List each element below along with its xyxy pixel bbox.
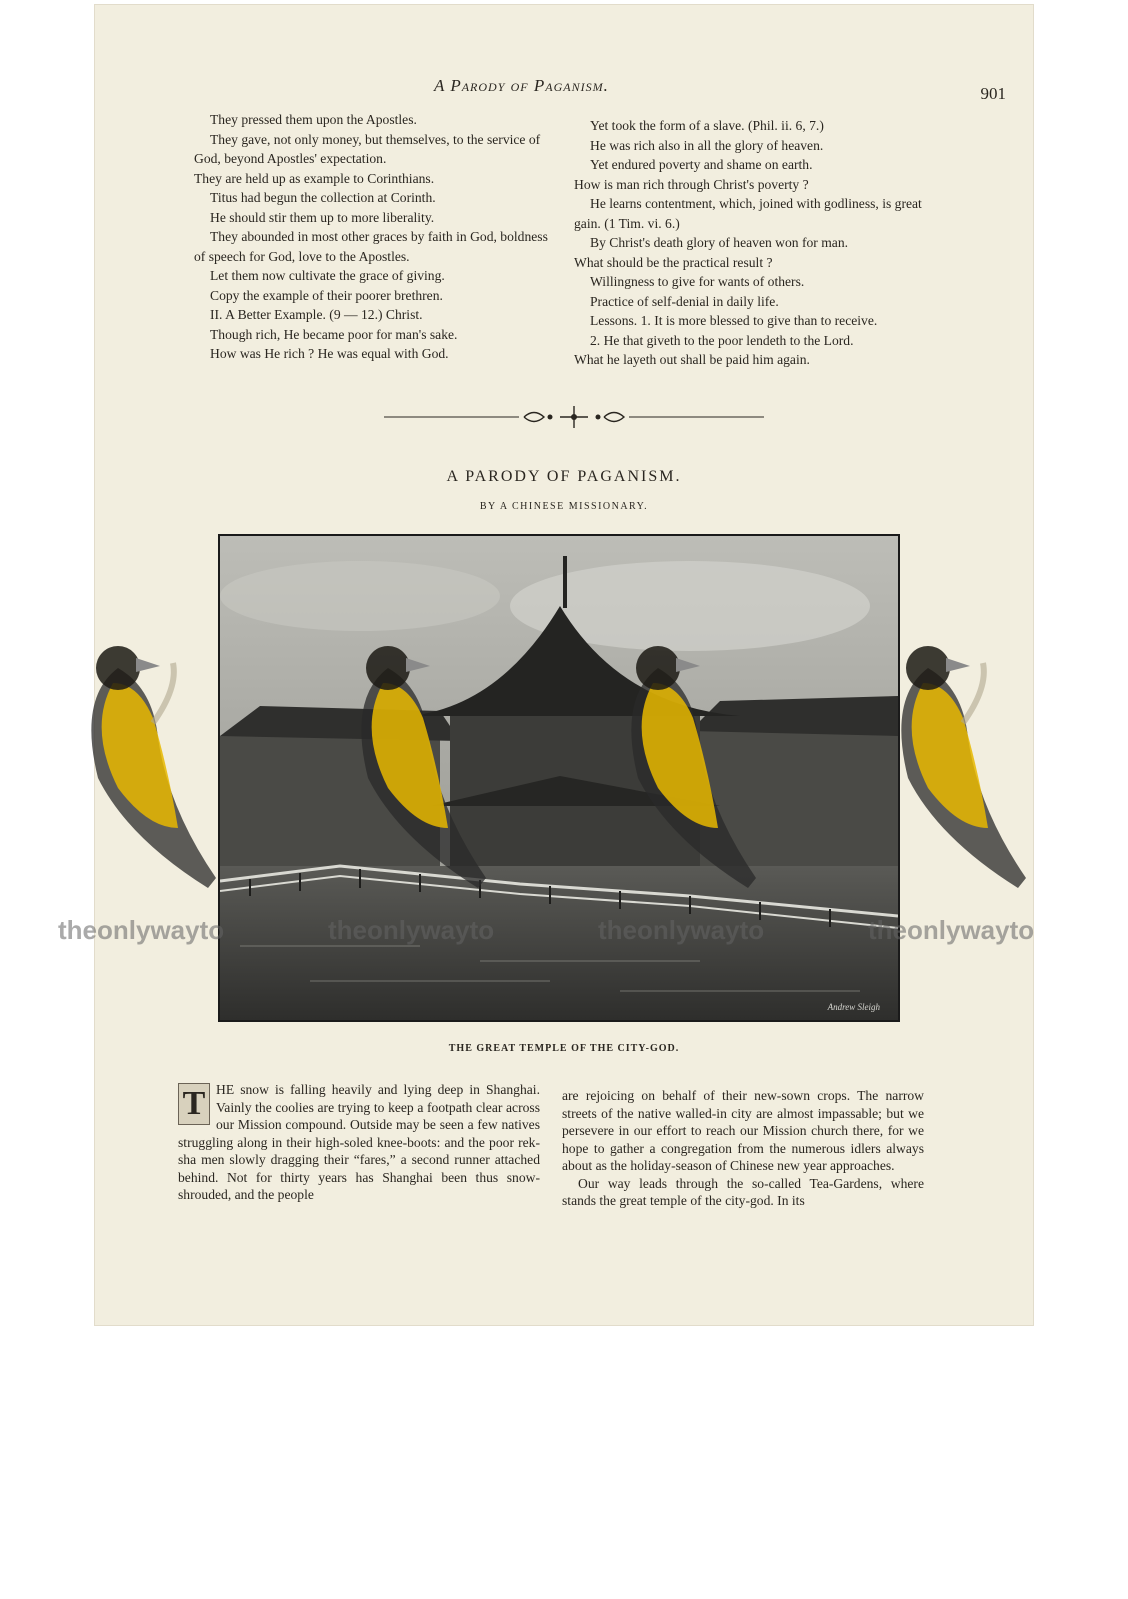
article-body-left <box>178 1081 540 1204</box>
outline-line: He should stir them up to more liberality. <box>210 209 435 225</box>
article-byline: BY A CHINESE MISSIONARY. <box>479 501 649 512</box>
outline-line: II. A Better Example. (9 — 12.) Christ. <box>210 307 423 322</box>
article-body-right <box>562 1087 924 1210</box>
outline-line: They gave, not only money, but themselves, to the service of God, beyond Apostles' expectation. <box>194 131 541 166</box>
outline-line: Yet took the form of a slave. (Phil. ii. 6, 7.) <box>590 118 824 133</box>
outline-right-column <box>574 116 936 370</box>
section-ornament <box>384 404 764 430</box>
oriole-watermark-icon <box>868 628 1058 908</box>
watermark-text: theonlywayto <box>328 915 495 945</box>
page-number: 901 <box>980 84 1006 103</box>
figure-caption: THE GREAT TEMPLE OF THE CITY-GOD. <box>448 1043 680 1054</box>
outline-line: Let them now cultivate the grace of giving. <box>210 268 445 283</box>
outline-line: 2. He that giveth to the poor lendeth to the Lord. <box>590 332 854 348</box>
outline-line: They are held up as example to Corinthians. <box>194 170 435 186</box>
illustration-signature: Andrew Sleigh <box>827 1002 880 1012</box>
outline-line: Willingness to give for wants of others. <box>590 274 805 289</box>
watermark-text: theonlywayto <box>598 915 765 945</box>
outline-line: Practice of self-denial in daily life. <box>590 293 779 309</box>
outline-line: Though rich, He became poor for man's sake. <box>210 326 458 342</box>
outline-line: Titus had begun the collection at Corinth. <box>210 190 436 205</box>
outline-line: Yet endured poverty and shame on earth. <box>590 157 813 172</box>
oriole-watermark-icon <box>58 628 248 908</box>
outline-line: What should be the practical result ? <box>574 254 773 270</box>
outline-line: Lessons. 1. It is more blessed to give than to receive. <box>590 313 878 328</box>
drop-cap: T <box>178 1083 210 1125</box>
outline-line: They abounded in most other graces by faith in God, boldness of speech for God, love to the Apostles. <box>194 229 548 264</box>
outline-line: How is man rich through Christ's poverty ? <box>574 176 809 192</box>
article-paragraph: are rejoicing on behalf of their new-sown crops. The narrow streets of the native walled-in city are almost impassable; but we persevere in our effort to reach our Mission church there, for we hope to gather a congregation from the numerous idlers always about as the holiday-season of Chinese new year approaches. <box>562 1088 924 1173</box>
outline-line: He was rich also in all the glory of heaven. <box>590 137 824 153</box>
temple-engraving <box>220 536 898 1020</box>
article-paragraph: Our way leads through the so-called Tea-Gardens, where stands the great temple of the city-god. In its <box>562 1175 924 1208</box>
outline-line: By Christ's death glory of heaven won for man. <box>590 235 849 250</box>
outline-left-column <box>194 110 556 364</box>
running-head: A Parody of Paganism. <box>434 76 609 95</box>
oriole-watermark-icon <box>328 628 518 908</box>
watermark-text: theonlywayto <box>58 915 225 945</box>
outline-line: They pressed them upon the Apostles. <box>210 112 417 127</box>
outline-line: How was He rich ? He was equal with God. <box>210 346 449 361</box>
watermark-text: theonlywayto <box>868 915 1035 945</box>
oriole-watermark-icon <box>598 628 788 908</box>
article-title: A PARODY OF PAGANISM. <box>446 468 682 485</box>
outline-line: He learns contentment, which, joined with godliness, is great gain. (1 Tim. vi. 6.) <box>574 196 922 231</box>
article-paragraph: HE snow is falling heavily and lying deep in Shanghai. Vainly the coolies are trying to keep a footpath clear across our Mission compound. Outside may be seen a few natives struggling along in their high-soled knee-boots: and the poor rek-sha men slowly dragging their “fares,” a second runner attached behind. Not for thirty years has Shanghai been thus snow-shrouded, and the people <box>178 1082 540 1202</box>
temple-illustration <box>218 534 900 1022</box>
outline-line: What he layeth out shall be paid him again. <box>574 352 810 367</box>
outline-line: Copy the example of their poorer brethren. <box>210 287 443 303</box>
